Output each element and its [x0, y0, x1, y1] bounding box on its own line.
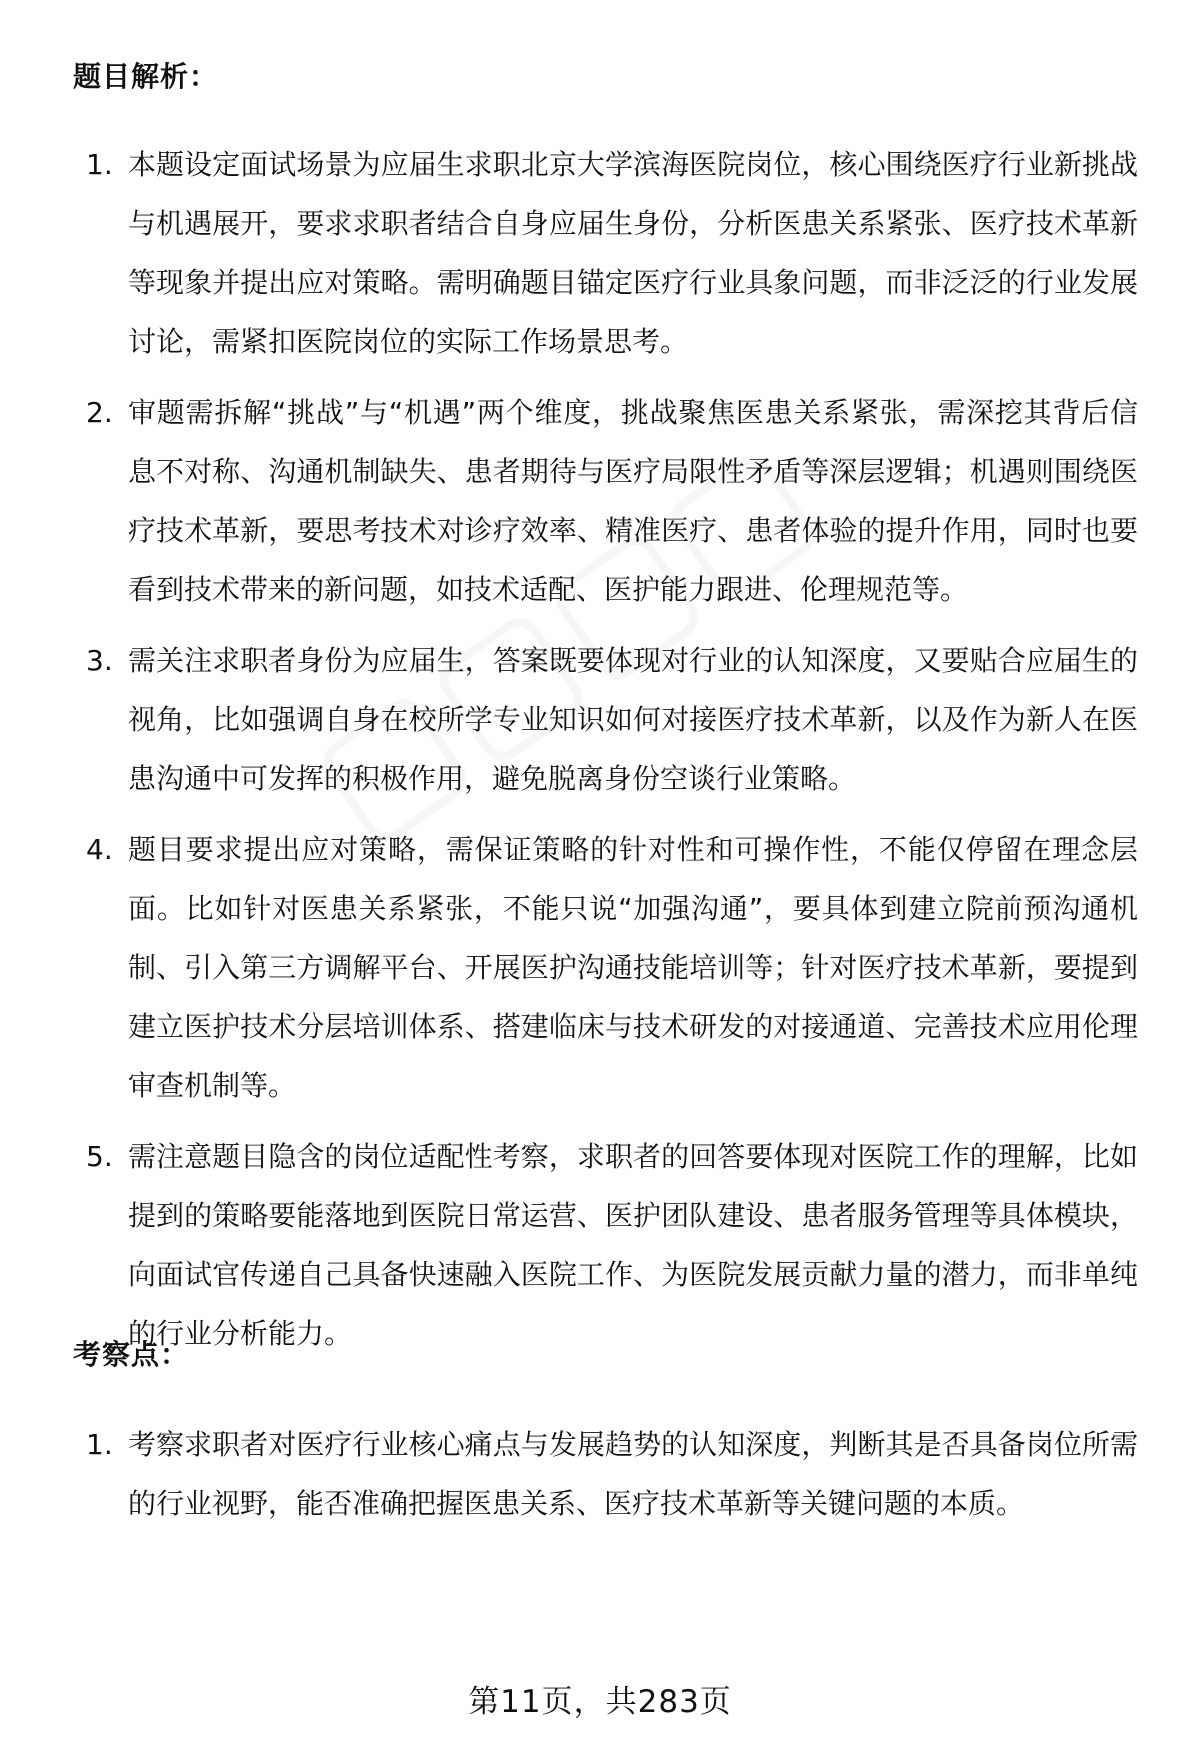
list-item [0, 1415, 1200, 1533]
assessment-list [0, 1415, 1200, 1545]
item-text: 需关注求职者身份为应届生，答案既要体现对行业的认知深度，又要贴合应届生的视角，比如强调自身在校所学专业知识如何对接医疗技术革新，以及作为新人在医患沟通中可发挥的积极作用，避免脱离身份空谈行业策略。 [128, 644, 1138, 795]
item-number: 3. [86, 644, 113, 677]
item-text: 题目要求提出应对策略，需保证策略的针对性和可操作性，不能仅停留在理念层面。比如针对医患关系紧张，不能只说“加强沟通”，要具体到建立院前预沟通机制、引入第三方调解平台、开展医护沟通技能培训等；针对医疗技术革新，要提到建立医护技术分层培训体系、搭建临床与技术研发的对接通道、完善技术应用伦理审查机制等。 [128, 833, 1138, 1102]
list-item [0, 1127, 1200, 1363]
list-item [0, 631, 1200, 808]
item-text: 需注意题目隐含的岗位适配性考察，求职者的回答要体现对医院工作的理解，比如提到的策略要能落地到医院日常运营、医护团队建设、患者服务管理等具体模块，向面试官传递自己具备快速融入医院工作、为医院发展贡献力量的潜力，而非单纯的行业分析能力。 [128, 1140, 1138, 1350]
assessment-heading: 考察点： [73, 1338, 190, 1371]
list-item [0, 383, 1200, 619]
analysis-heading: 题目解析： [73, 60, 219, 93]
item-number: 1. [86, 1428, 113, 1461]
analysis-list [0, 135, 1200, 1375]
item-text: 考察求职者对医疗行业核心痛点与发展趋势的认知深度，判断其是否具备岗位所需的行业视野，能否准确把握医患关系、医疗技术革新等关键问题的本质。 [128, 1428, 1138, 1520]
page-number: 第11页，共283页 [468, 1684, 732, 1720]
item-number: 1. [86, 148, 113, 181]
item-number: 2. [86, 396, 113, 429]
list-item [0, 135, 1200, 371]
item-number: 4. [86, 833, 113, 866]
list-item [0, 820, 1200, 1115]
item-text: 审题需拆解“挑战”与“机遇”两个维度，挑战聚焦医患关系紧张，需深挖其背后信息不对称、沟通机制缺失、患者期待与医疗局限性矛盾等深层逻辑；机遇则围绕医疗技术革新，要思考技术对诊疗效率、精准医疗、患者体验的提升作用，同时也要看到技术带来的新问题，如技术适配、医护能力跟进、伦理规范等。 [128, 396, 1138, 606]
item-number: 5. [86, 1140, 113, 1173]
item-text: 本题设定面试场景为应届生求职北京大学滨海医院岗位，核心围绕医疗行业新挑战与机遇展开，要求求职者结合自身应届生身份，分析医患关系紧张、医疗技术革新等现象并提出应对策略。需明确题目锚定医疗行业具象问题，而非泛泛的行业发展讨论，需紧扣医院岗位的实际工作场景思考。 [128, 148, 1138, 358]
